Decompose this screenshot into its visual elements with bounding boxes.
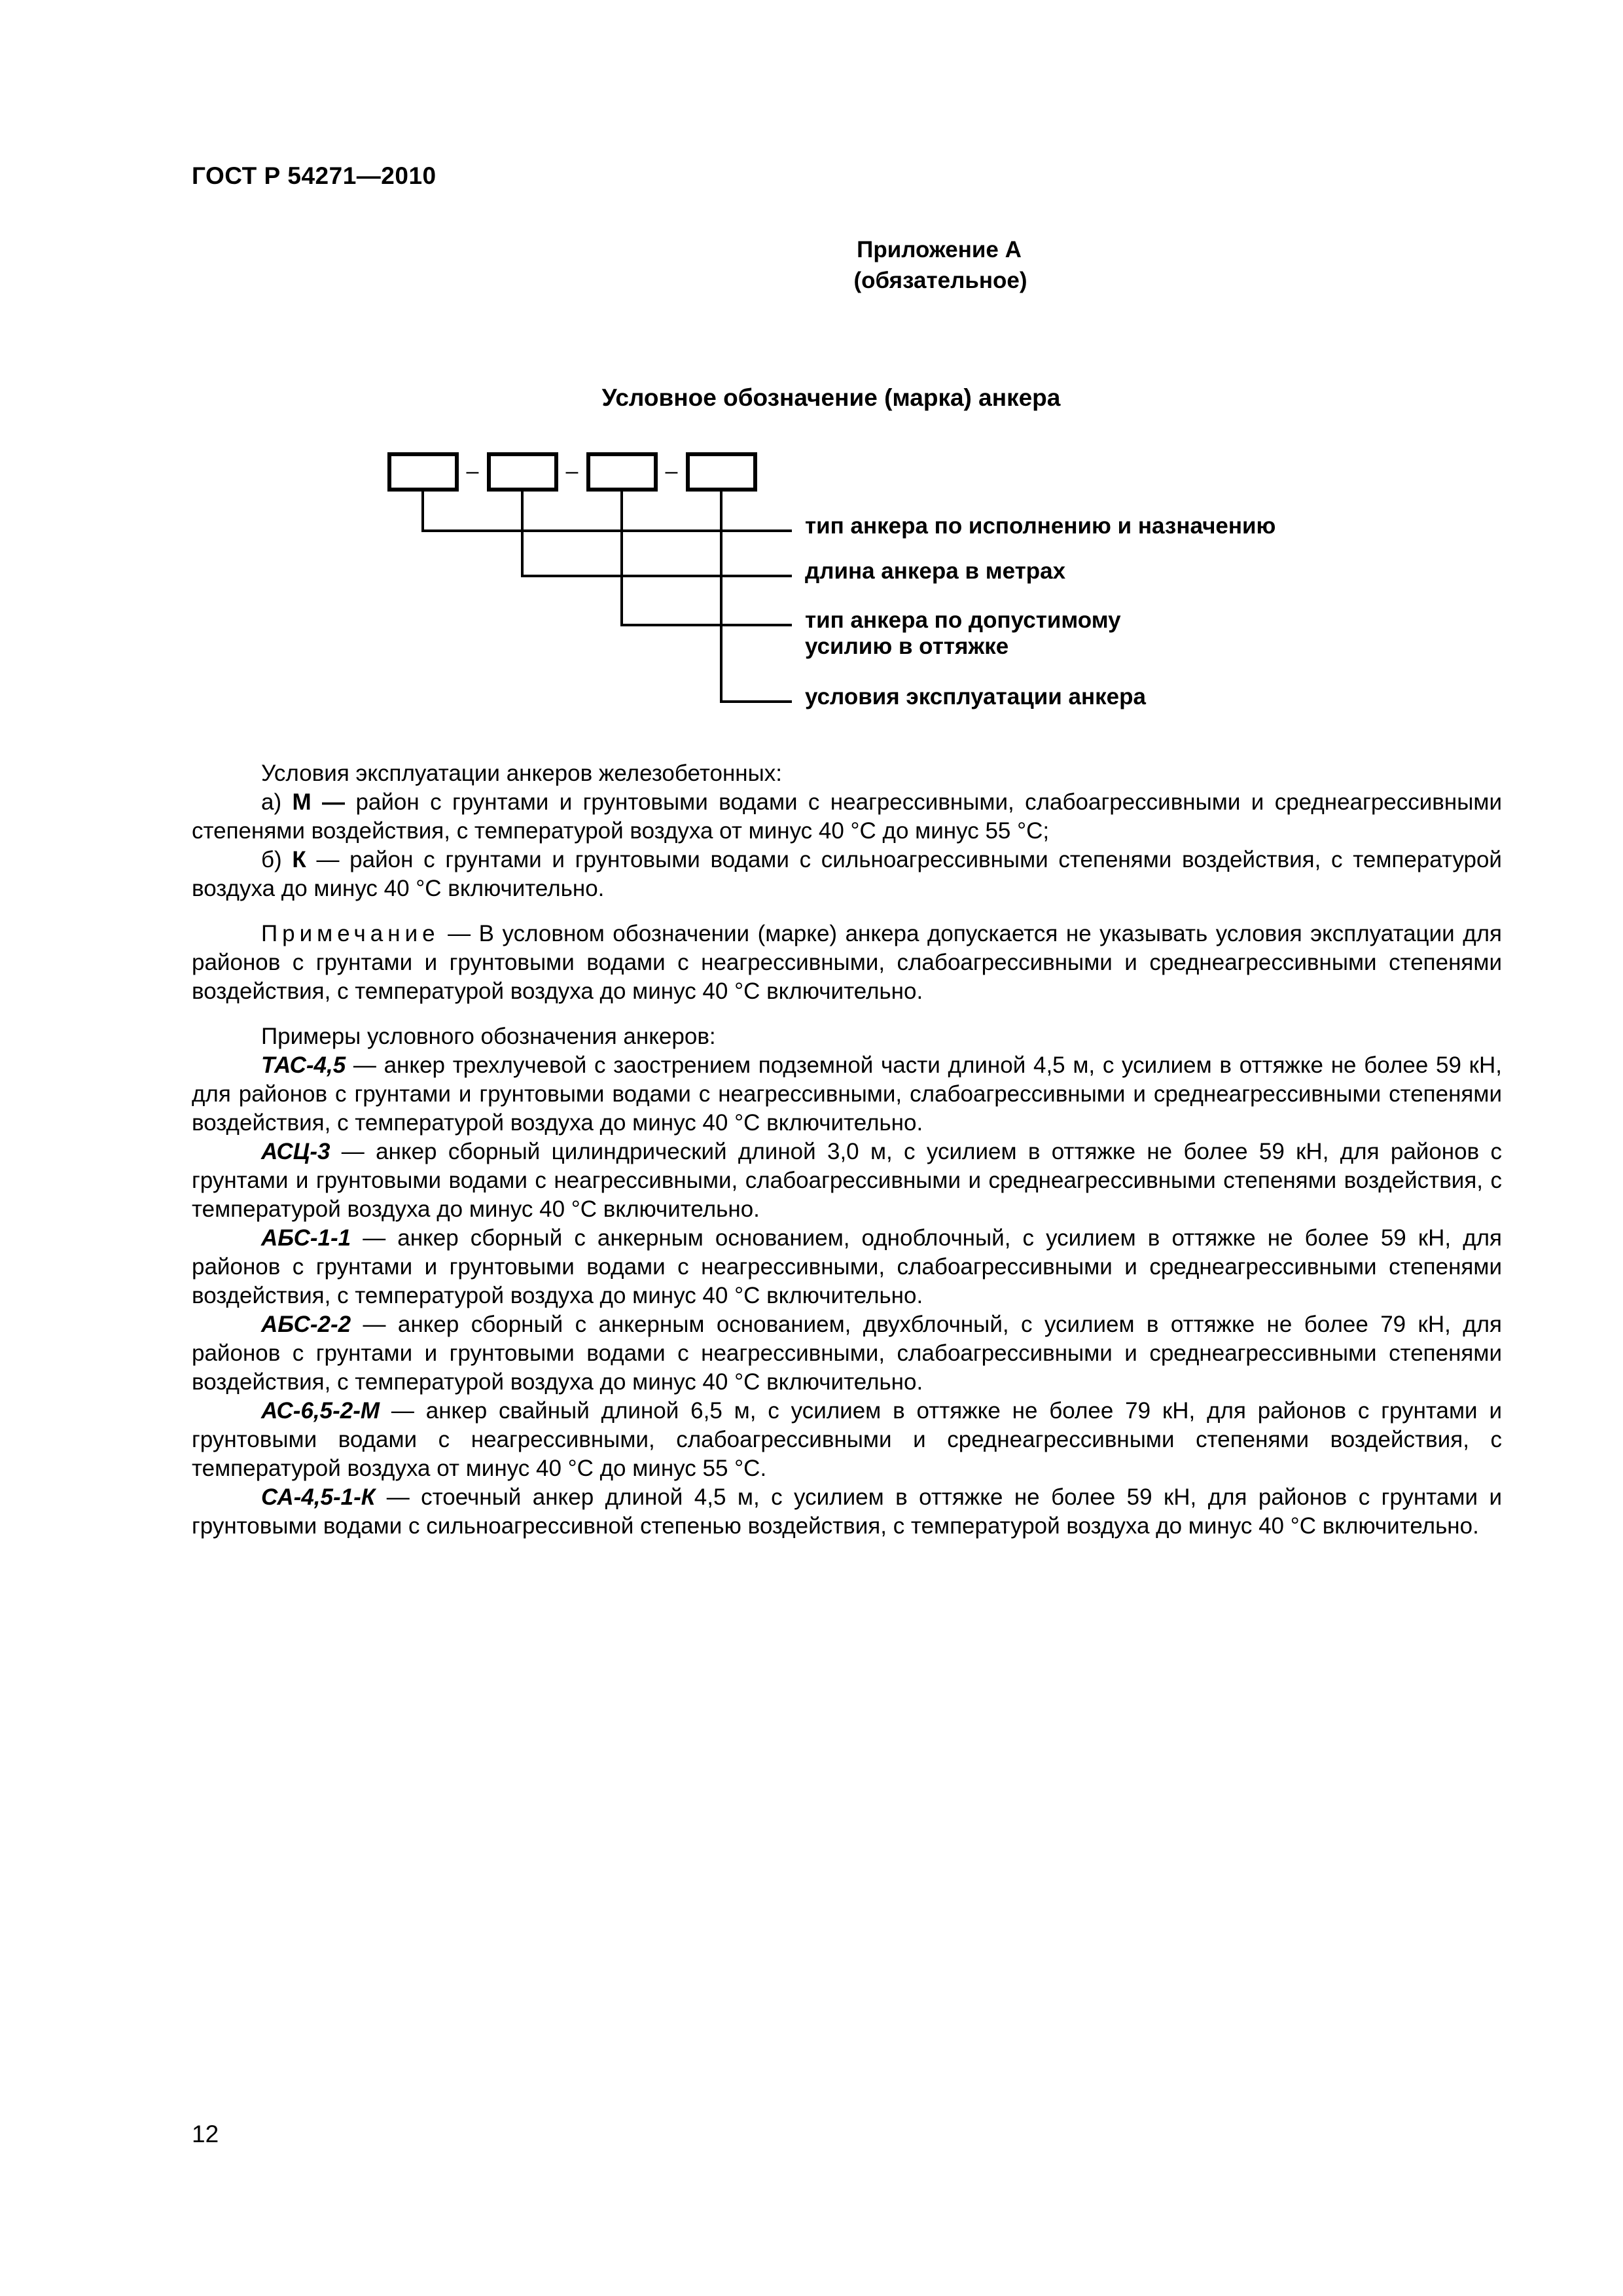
designation-box-2: [489, 454, 556, 490]
example-item: АС-6,5-2-М — анкер свайный длиной 6,5 м, с усилием в оттяжке не более 79 кН, для районов с грунтами и грунтовыми водами с неагрессивными, слабоагрессивными и среднеагрессивными степенями воздействия, с температурой воздуха от минус 40 °С до минус 55 °С.: [192, 1398, 1502, 1481]
connector-line-2: [522, 490, 792, 576]
separator-1: –: [466, 459, 479, 484]
diagram-label-force-1: тип анкера по допустимому: [805, 607, 1121, 633]
appendix-title: Приложение А: [857, 237, 1022, 262]
connector-line-3: [622, 490, 792, 625]
connector-line-4: [721, 490, 792, 702]
separator-3: –: [665, 459, 678, 484]
examples-block: [192, 1022, 1502, 1541]
separator-2: –: [565, 459, 579, 484]
condition-b: б) К — район с грунтами и грунтовыми водами с сильноагрессивными степенями воздействия, с температурой воздуха до минус 40 °С включительно.: [192, 847, 1502, 901]
diagram-label-force-2: усилию в оттяжке: [805, 634, 1009, 659]
designation-box-1: [389, 454, 457, 490]
diagram-label-type: тип анкера по исполнению и назначению: [805, 513, 1276, 539]
conditions-intro: Условия эксплуатации анкеров железобетонных:: [261, 761, 782, 786]
conditions-block: [192, 759, 1502, 903]
note-block: [192, 920, 1502, 1006]
example-item: АБС-1-1 — анкер сборный с анкерным основанием, одноблочный, с усилием в оттяжке не более 59 кН, для районов с грунтами и грунтовыми водами с неагрессивными, слабоагрессивными и среднеагрессивными степенями воздействия, с температурой воздуха до минус 40 °С включительно.: [192, 1225, 1502, 1308]
designation-box-4: [688, 454, 755, 490]
examples-intro: Примеры условного обозначения анкеров:: [261, 1024, 716, 1049]
note-label: Примечание: [261, 921, 440, 946]
page-number: 12: [192, 2121, 219, 2147]
condition-a: а) М — район с грунтами и грунтовыми водами с неагрессивными, слабоагрессивными и среднеагрессивными степенями воздействия, с температурой воздуха от минус 40 °С до минус 55 °С;: [192, 789, 1502, 844]
example-item: ТАС-4,5 — анкер трехлучевой с заострением подземной части длиной 4,5 м, с усилием в оттяжке не более 59 кН, для районов с грунтами и грунтовыми водами с неагрессивными, слабоагрессивными и среднеагрессивными степенями воздействия, с температурой воздуха до минус 40 °С включительно.: [192, 1052, 1502, 1136]
appendix-status: (обязательное): [853, 268, 1027, 293]
section-title: Условное обозначение (марка) анкера: [601, 384, 1061, 411]
note-paragraph: Примечание — В условном обозначении (марке) анкера допускается не указывать условия эксплуатации для районов с грунтами и грунтовыми водами с неагрессивными, слабоагрессивными и среднеагрессивными степенями воздействия, с температурой воздуха до минус 40 °С включительно.: [192, 921, 1502, 1004]
example-item: АБС-2-2 — анкер сборный с анкерным основанием, двухблочный, с усилием в оттяжке не более 79 кН, для районов с грунтами и грунтовыми водами с неагрессивными, слабоагрессивными и среднеагрессивными степенями воздействия, с температурой воздуха до минус 40 °С включительно.: [192, 1312, 1502, 1395]
designation-box-3: [588, 454, 656, 490]
example-item: АСЦ-3 — анкер сборный цилиндрический длиной 3,0 м, с усилием в оттяжке не более 59 кН, для районов с грунтами и грунтовыми водами с неагрессивными, слабоагрессивными и среднеагрессивными степенями воздействия, с температурой воздуха до минус 40 °С включительно.: [192, 1139, 1502, 1222]
diagram-label-conditions: условия эксплуатации анкера: [805, 684, 1146, 709]
document-header: ГОСТ Р 54271—2010: [192, 162, 437, 189]
connector-line-1: [423, 490, 792, 531]
diagram-label-length: длина анкера в метрах: [805, 558, 1066, 584]
example-item: СА-4,5-1-К — стоечный анкер длиной 4,5 м, с усилием в оттяжке не более 59 кН, для районов с грунтами и грунтовыми водами с сильноагрессивной степенью воздействия, с температурой воздуха до минус 40 °С включительно.: [192, 1484, 1502, 1539]
